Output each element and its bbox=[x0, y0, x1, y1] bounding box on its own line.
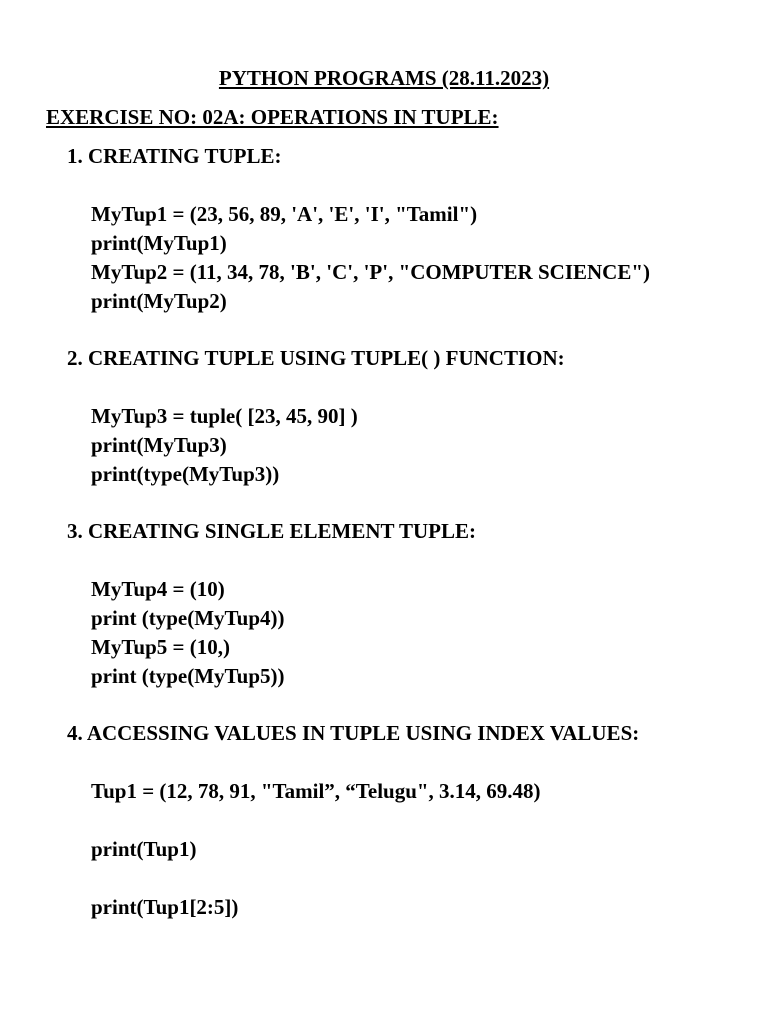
code-block-print-slice bbox=[91, 893, 238, 922]
code-line: print (type(MyTup4)) bbox=[91, 606, 285, 630]
section-heading-single-element-tuple: 3. CREATING SINGLE ELEMENT TUPLE: bbox=[67, 519, 477, 543]
code-block-tuple-function bbox=[91, 402, 358, 489]
code-line: print(Tup1[2:5]) bbox=[91, 895, 239, 919]
code-block-creating-tuple bbox=[91, 200, 650, 316]
code-line: MyTup3 = tuple( [23, 45, 90] ) bbox=[91, 404, 358, 428]
code-line: print(MyTup3) bbox=[91, 433, 227, 457]
code-line: print(Tup1) bbox=[91, 837, 197, 861]
code-line: MyTup4 = (10) bbox=[91, 577, 225, 601]
code-block-single-element-tuple bbox=[91, 575, 284, 691]
code-line: print (type(MyTup5)) bbox=[91, 664, 285, 688]
exercise-heading: EXERCISE NO: 02A: OPERATIONS IN TUPLE: bbox=[46, 105, 499, 129]
section-heading-creating-tuple: 1. CREATING TUPLE: bbox=[67, 144, 282, 168]
document-title: PYTHON PROGRAMS (28.11.2023) bbox=[218, 66, 550, 90]
code-line: print(MyTup2) bbox=[91, 289, 227, 313]
code-line: MyTup1 = (23, 56, 89, 'A', 'E', 'I', "Tamil") bbox=[91, 202, 478, 226]
code-block-accessing-values bbox=[91, 777, 541, 806]
section-heading-tuple-function: 2. CREATING TUPLE USING TUPLE( ) FUNCTION: bbox=[67, 346, 565, 370]
code-line: MyTup2 = (11, 34, 78, 'B', 'C', 'P', "COMPUTER SCIENCE") bbox=[91, 260, 650, 284]
code-line: print(type(MyTup3)) bbox=[91, 462, 280, 486]
code-line: MyTup5 = (10,) bbox=[91, 635, 230, 659]
code-line: print(MyTup1) bbox=[91, 231, 227, 255]
code-line: Tup1 = (12, 78, 91, "Tamil”, “Telugu", 3.14, 69.48) bbox=[91, 779, 541, 803]
code-block-print-tuple bbox=[91, 835, 196, 864]
section-heading-accessing-values: 4. ACCESSING VALUES IN TUPLE USING INDEX VALUES: bbox=[67, 721, 640, 745]
